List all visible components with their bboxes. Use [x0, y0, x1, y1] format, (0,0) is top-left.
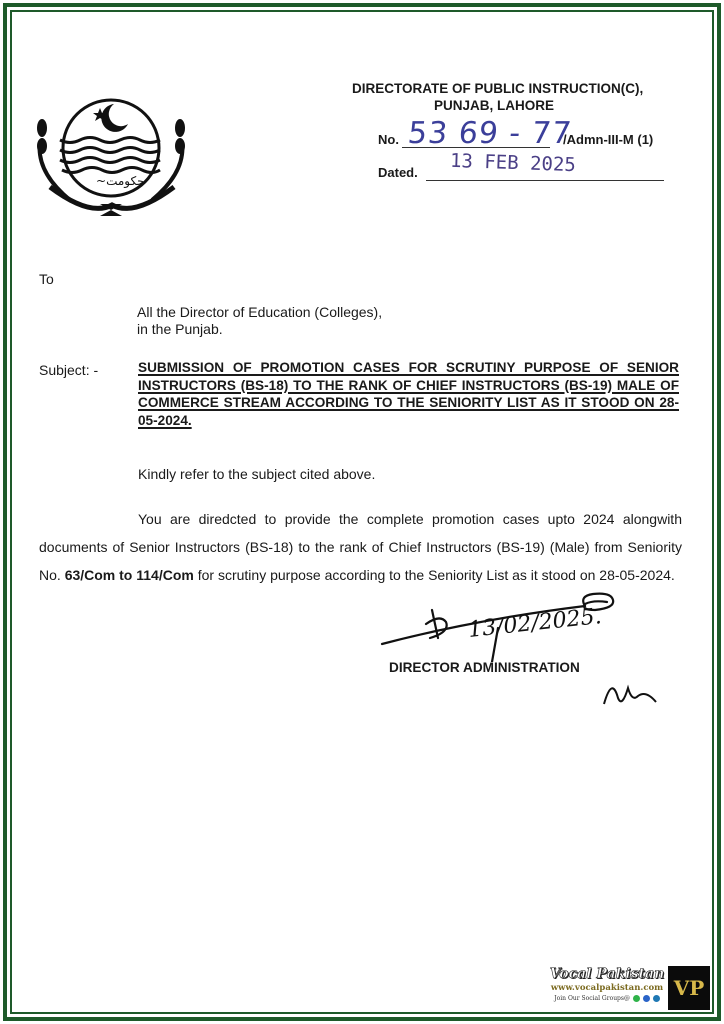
addressee-line-1: All the Director of Education (Colleges),: [137, 304, 383, 320]
watermark-url: www.vocalpakistan.com: [550, 983, 664, 993]
ref-label: No.: [378, 132, 399, 147]
date-line: [378, 149, 668, 186]
linkedin-icon: [653, 995, 660, 1002]
to-label: To: [39, 271, 54, 287]
date-stamp: 13 FEB 2025: [449, 149, 577, 177]
watermark-social-text: Join Our Social Groups@: [554, 995, 630, 1002]
vocal-pakistan-logo-icon: VP: [668, 966, 710, 1010]
watermark-social: [548, 994, 666, 1004]
facebook-icon: [643, 995, 650, 1002]
office-location: PUNJAB, LAHORE: [434, 98, 555, 113]
punjab-government-emblem-icon: [30, 92, 192, 222]
para2-text-2: for scrutiny purpose according to the Seniority List as it stood on 28-05-2024.: [193, 567, 675, 583]
seniority-range: 63/Com to 114/Com: [64, 567, 194, 583]
body-paragraph-1: Kindly refer to the subject cited above.: [138, 466, 376, 482]
signature-date: 13/02/2025.: [467, 604, 603, 643]
addressee-line-2: in the Punjab.: [137, 321, 223, 337]
date-label: Dated.: [378, 165, 418, 180]
ref-suffix: /Admn-III-M (1): [563, 132, 654, 147]
subject-text: SUBMISSION OF PROMOTION CASES FOR SCRUTINY PURPOSE OF SENIOR INSTRUCTORS (BS-18) TO THE RANK OF CHIEF INSTRUCTORS (BS-19) MALE OF COMMERCE STREAM ACCORDING TO THE SENIORITY LIST AS IT STOOD ON 28-05-2024.: [138, 360, 679, 428]
date-underline: [426, 180, 664, 181]
para2-text-1: You are diredcted to provide the complete promotion cases upto 2024 alongwith documents of Senior Instructors (BS-18) to the rank of Chief Instructors (BS-19) (Male) from Seniority No.: [39, 511, 682, 583]
addressee: [137, 304, 382, 338]
body-paragraph-2: [39, 505, 682, 589]
svg-text:~ﺣﮑﻮﻣﺖ: ~ﺣﮑﻮﻣﺖ: [96, 174, 145, 188]
office-name: DIRECTORATE OF PUBLIC INSTRUCTION(C),: [352, 81, 644, 96]
reference-number-line: [378, 116, 678, 151]
office-header: [352, 80, 682, 114]
signatory-designation: DIRECTOR ADMINISTRATION: [389, 660, 580, 675]
ref-number-handwritten: 53 69 - 77: [406, 116, 574, 151]
subject-label: Subject: -: [39, 362, 99, 378]
watermark-brand: Vocal Pakistan: [549, 966, 665, 982]
vocal-pakistan-watermark: [548, 966, 666, 1010]
whatsapp-icon: [633, 995, 640, 1002]
initial-scribble-icon: [600, 674, 660, 710]
